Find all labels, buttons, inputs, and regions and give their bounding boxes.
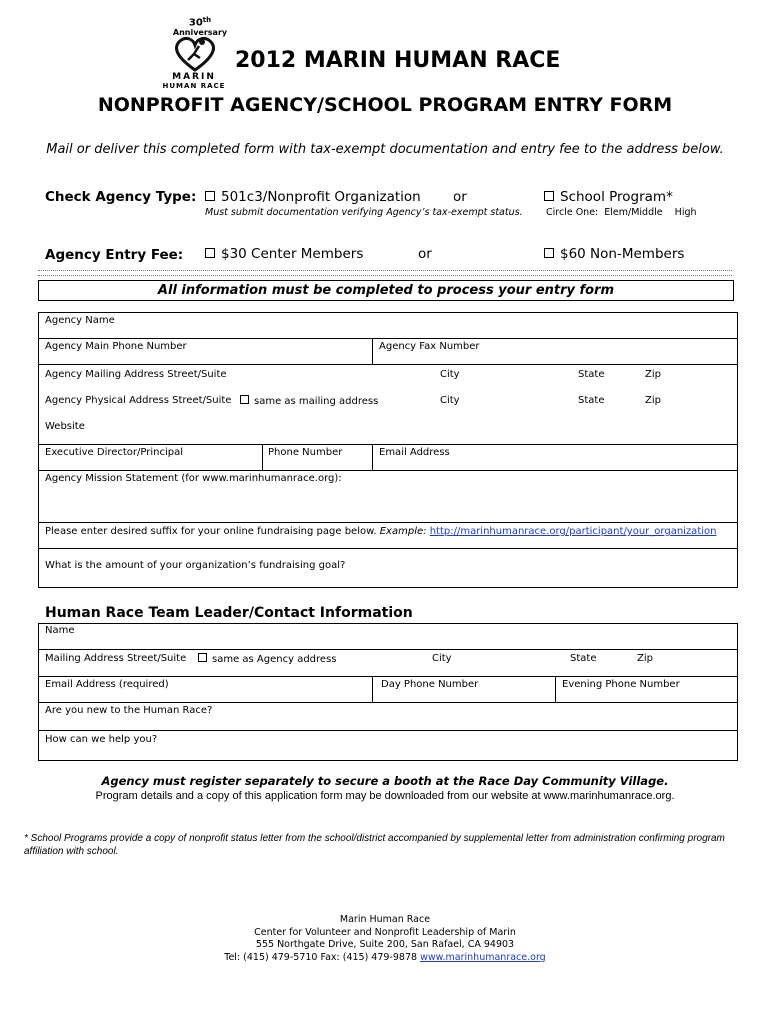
completion-banner: All information must be completed to process your entry form [38, 280, 734, 301]
address-org: Marin Human Race [339, 914, 431, 925]
row-line [38, 676, 737, 677]
entry-fee-label: Agency Entry Fee: [45, 247, 184, 263]
anniversary-suffix: th [202, 16, 212, 24]
website-link[interactable]: www.marinhumanrace.org [420, 951, 546, 963]
row-line [38, 444, 737, 445]
suffix-example-link[interactable]: http://marinhumanrace.org/participant/your_organization [429, 526, 717, 537]
entry-fee-or: or [418, 246, 432, 262]
col-line [372, 676, 373, 702]
mailing-zip-field[interactable]: Zip [645, 369, 661, 380]
new-to-race-field[interactable]: Are you new to the Human Race? [45, 705, 213, 716]
row-line [38, 470, 737, 471]
address-phone-fax: Tel: (415) 479-5710 Fax: (415) 479-9878 [224, 951, 418, 963]
checkbox-center-members[interactable] [205, 248, 215, 258]
col-line [372, 338, 373, 364]
agency-phone-field[interactable]: Agency Main Phone Number [45, 341, 187, 352]
suffix-instructions: Please enter desired suffix for your online fundraising page below. [45, 526, 377, 537]
team-name-field[interactable]: Name [45, 625, 75, 636]
mission-statement-field[interactable]: Agency Mission Statement (for www.marinhumanrace.org): [45, 473, 342, 484]
col-line [262, 444, 263, 470]
same-as-agency-option[interactable] [198, 653, 337, 665]
option-center-members-label: $30 Center Members [221, 246, 364, 262]
agency-mailing-field[interactable]: Agency Mailing Address Street/Suite [45, 369, 227, 380]
row-line [38, 649, 737, 650]
taxexempt-note: Must submit documentation verifying Agency’s tax-exempt status. [205, 207, 523, 218]
page-title: 2012 MARIN HUMAN RACE [235, 48, 561, 73]
heart-runner-icon [170, 36, 220, 72]
physical-zip-field[interactable]: Zip [645, 395, 661, 406]
anniversary-number: 30 [188, 17, 203, 29]
team-day-phone-field[interactable]: Day Phone Number [381, 679, 479, 690]
marin-human-race-logo [150, 16, 238, 92]
address-street: 555 Northgate Drive, Suite 200, San Rafael, CA 94903 [255, 939, 515, 950]
mailing-state-field[interactable]: State [578, 369, 605, 380]
director-phone-field[interactable]: Phone Number [268, 447, 343, 458]
checkbox-501c3[interactable] [205, 191, 215, 201]
booth-notice: Agency must register separately to secure a booth at the Race Day Community Village. [101, 774, 669, 788]
agency-fax-field[interactable]: Agency Fax Number [379, 341, 480, 352]
col-line [372, 444, 373, 470]
checkbox-same-as-agency[interactable] [198, 653, 207, 662]
mail-instructions: Mail or deliver this completed form with tax-exempt documentation and entry fee to the address below. [46, 142, 724, 157]
logo-org-top: MARIN [172, 72, 216, 82]
team-state-field[interactable]: State [570, 653, 597, 664]
physical-city-field[interactable]: City [440, 395, 460, 406]
option-non-members[interactable] [544, 246, 684, 262]
circle-one-note: Circle One: Elem/Middle High [546, 207, 697, 218]
agency-type-or: or [453, 189, 467, 205]
divider [38, 270, 732, 271]
col-line [555, 676, 556, 702]
same-as-mailing-option[interactable] [240, 395, 378, 407]
option-501c3-label: 501c3/Nonprofit Organization [221, 189, 421, 205]
address-center: Center for Volunteer and Nonprofit Leadership of Marin [254, 926, 516, 938]
row-line [38, 364, 737, 365]
mailing-address-block [0, 914, 770, 964]
address-contact [0, 952, 770, 965]
anniversary-mark [170, 16, 230, 37]
option-501c3[interactable] [205, 189, 421, 205]
director-email-field[interactable]: Email Address [379, 447, 450, 458]
physical-state-field[interactable]: State [578, 395, 605, 406]
logo-org-bottom: HUMAN RACE [162, 82, 226, 90]
suffix-example-label: Example: [379, 526, 427, 537]
mailing-city-field[interactable]: City [440, 369, 460, 380]
agency-name-field[interactable]: Agency Name [45, 315, 115, 326]
checkbox-same-as-mailing[interactable] [240, 395, 249, 404]
option-school-program-label: School Program* [560, 189, 673, 205]
page-suffix-field[interactable] [45, 526, 716, 537]
fundraising-goal-field[interactable]: What is the amount of your organization’s fundraising goal? [45, 560, 346, 571]
row-line [38, 730, 737, 731]
same-as-agency-label: same as Agency address [212, 654, 337, 665]
option-non-members-label: $60 Non-Members [560, 246, 685, 262]
checkbox-non-members[interactable] [544, 248, 554, 258]
team-email-field[interactable]: Email Address (required) [45, 679, 169, 690]
how-can-we-help-field[interactable]: How can we help you? [45, 734, 158, 745]
team-zip-field[interactable]: Zip [637, 653, 653, 664]
row-line [38, 702, 737, 703]
agency-physical-field[interactable]: Agency Physical Address Street/Suite [45, 395, 232, 406]
download-notice: Program details and a copy of this application form may be downloaded from our website at www.marinhumanrace.org. [95, 790, 675, 802]
row-line [38, 522, 737, 523]
agency-type-label: Check Agency Type: [45, 189, 197, 205]
same-as-mailing-label: same as mailing address [254, 396, 379, 407]
row-line [38, 338, 737, 339]
option-center-members[interactable] [205, 246, 363, 262]
checkbox-school-program[interactable] [544, 191, 554, 201]
school-program-footnote: * School Programs provide a copy of nonprofit status letter from the school/district accompanied by supplemental letter from administration confirming program affiliation with school. [24, 833, 725, 857]
director-field[interactable]: Executive Director/Principal [45, 447, 184, 458]
form-subtitle: NONPROFIT AGENCY/SCHOOL PROGRAM ENTRY FORM [97, 94, 673, 116]
website-field[interactable]: Website [45, 421, 85, 432]
team-city-field[interactable]: City [432, 653, 452, 664]
row-line [38, 548, 737, 549]
option-school-program[interactable] [544, 189, 673, 205]
team-evening-phone-field[interactable]: Evening Phone Number [562, 679, 680, 690]
team-leader-heading: Human Race Team Leader/Contact Information [45, 605, 413, 621]
divider [38, 275, 732, 276]
anniversary-word: Anniversary [172, 27, 228, 37]
team-mailing-field[interactable]: Mailing Address Street/Suite [45, 653, 187, 664]
